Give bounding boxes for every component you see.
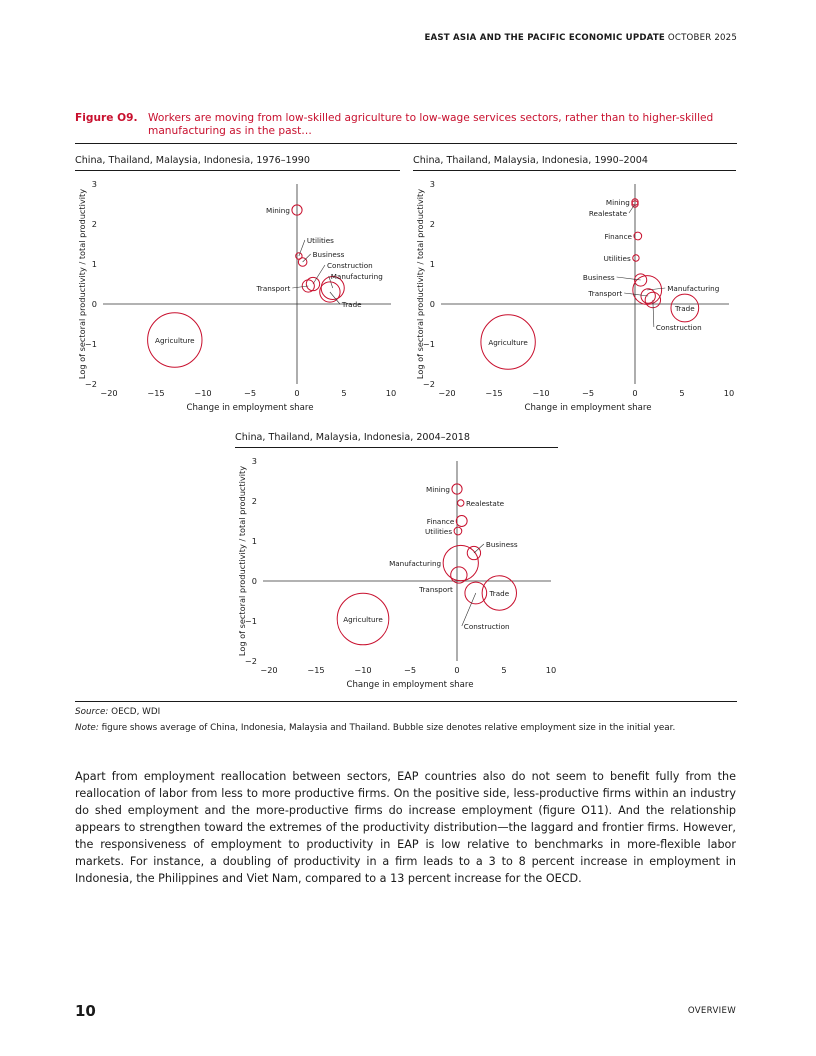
panel-2-title: China, Thailand, Malaysia, Indonesia, 1990–2004 <box>413 155 648 166</box>
x-tick-label: 0 <box>632 388 638 398</box>
x-tick-label: 5 <box>341 388 347 398</box>
point-label: Construction <box>655 323 702 332</box>
source-label: Source: <box>75 707 109 717</box>
y-tick-label: −2 <box>244 656 257 666</box>
point-label: Trade <box>674 304 695 313</box>
callout-line <box>624 293 648 296</box>
point-label: Business <box>485 540 518 549</box>
y-tick-label: 1 <box>251 536 257 546</box>
bubble-finance <box>456 516 467 527</box>
callout-line <box>617 277 641 280</box>
x-axis-label: Change in employment share <box>186 403 314 413</box>
note-label: Note: <box>75 723 99 733</box>
x-tick-label: 10 <box>545 665 557 675</box>
point-label: Realestate <box>588 209 627 218</box>
point-label: Utilities <box>603 254 631 263</box>
y-tick-label: 3 <box>429 179 435 189</box>
header-title: EAST ASIA AND THE PACIFIC ECONOMIC UPDATE <box>424 33 665 43</box>
y-tick-label: −1 <box>244 616 257 626</box>
y-tick-label: 3 <box>251 456 257 466</box>
y-tick-label: 2 <box>251 496 257 506</box>
x-tick-label: −15 <box>307 665 325 675</box>
header-date: OCTOBER 2025 <box>667 33 737 43</box>
x-axis-label: Change in employment share <box>524 403 652 413</box>
y-tick-label: 2 <box>91 219 97 229</box>
y-tick-label: −2 <box>84 379 97 389</box>
x-tick-label: 0 <box>454 665 460 675</box>
callout-line <box>292 286 308 288</box>
y-axis-label: Log of sectoral productivity / total productivity <box>415 188 425 380</box>
x-tick-label: 5 <box>501 665 507 675</box>
point-label: Utilities <box>425 527 453 536</box>
x-tick-label: −5 <box>243 388 257 398</box>
y-tick-label: 0 <box>429 299 435 309</box>
figure-title: Workers are moving from low-skilled agriculture to low-wage services sectors, rather than to higher-skilled manufacturing as in the past… <box>148 112 714 137</box>
x-tick-label: −15 <box>485 388 503 398</box>
bubble-transport <box>641 289 655 303</box>
x-tick-label: −10 <box>532 388 550 398</box>
figure-top-rule <box>75 143 737 144</box>
panel-3-title-rule <box>235 447 558 448</box>
figure-source <box>75 707 160 717</box>
figure-note <box>75 723 675 733</box>
point-label: Construction <box>463 622 510 631</box>
bubble-realestate <box>458 500 464 506</box>
point-label: Finance <box>426 517 455 526</box>
point-label: Transport <box>256 284 291 293</box>
note-text: figure shows average of China, Indonesia, Malaysia and Thailand. Bubble size denotes relative employment size in the initial year. <box>101 723 676 733</box>
x-tick-label: −20 <box>438 388 456 398</box>
x-axis-label: Change in employment share <box>346 680 474 690</box>
y-tick-label: −1 <box>84 339 97 349</box>
x-tick-label: 10 <box>385 388 397 398</box>
figure-bottom-rule <box>75 701 737 702</box>
bubble-utilities <box>454 527 462 535</box>
x-tick-label: 0 <box>294 388 300 398</box>
point-label: Trade <box>489 589 510 598</box>
figure-label: Figure O9. <box>75 112 138 124</box>
y-tick-label: 0 <box>91 299 97 309</box>
chart-panel-1976-1990 <box>75 172 405 422</box>
point-label: Realestate <box>465 499 505 508</box>
callout-line <box>474 544 484 553</box>
x-tick-label: −20 <box>100 388 118 398</box>
panel-1-title-rule <box>75 170 400 171</box>
x-tick-label: −15 <box>147 388 165 398</box>
x-tick-label: 10 <box>723 388 735 398</box>
x-tick-label: −5 <box>403 665 417 675</box>
y-axis-label: Log of sectoral productivity / total productivity <box>237 465 247 657</box>
point-label: Trade <box>341 300 362 309</box>
footer-section: OVERVIEW <box>687 1006 736 1016</box>
point-label: Agriculture <box>343 615 383 624</box>
point-label: Agriculture <box>155 336 195 345</box>
point-label: Finance <box>604 232 632 241</box>
y-tick-label: −1 <box>422 339 435 349</box>
point-label: Utilities <box>306 236 334 245</box>
running-header <box>424 33 737 43</box>
x-tick-label: −10 <box>194 388 212 398</box>
x-tick-label: −20 <box>260 665 278 675</box>
panel-2-title-rule <box>413 170 736 171</box>
point-label: Transport <box>588 289 623 298</box>
point-label: Manufacturing <box>389 559 442 568</box>
point-label: Business <box>312 250 345 259</box>
y-axis-label: Log of sectoral productivity / total productivity <box>77 188 87 380</box>
y-tick-label: 0 <box>251 576 257 586</box>
point-label: Manufacturing <box>667 284 720 293</box>
point-label: Mining <box>426 485 450 494</box>
panel-1-title: China, Thailand, Malaysia, Indonesia, 1976–1990 <box>75 155 310 166</box>
panel-3-title: China, Thailand, Malaysia, Indonesia, 2004–2018 <box>235 432 470 443</box>
y-tick-label: 1 <box>91 259 97 269</box>
chart-panel-2004-2018 <box>235 449 565 699</box>
bubble-manufacturing <box>443 545 478 580</box>
page-number: 10 <box>75 1002 96 1020</box>
point-label: Mining <box>266 206 290 215</box>
y-tick-label: 2 <box>429 219 435 229</box>
point-label: Construction <box>326 261 373 270</box>
callout-line <box>299 240 305 256</box>
source-text: OECD, WDI <box>111 707 161 717</box>
point-label: Agriculture <box>488 338 528 347</box>
y-tick-label: 3 <box>91 179 97 189</box>
point-label: Mining <box>605 198 630 207</box>
point-label: Business <box>582 273 615 282</box>
body-paragraph: Apart from employment reallocation between sectors, EAP countries also do not seem to benefit fully from the reallocation of labor from less to more productive firms. On the positive side, less-productive firms within an industry do shed employment and the more-productive firms do increase employment (figure O11). And the relationship appears to strengthen toward the extremes of the productivity distribution—the laggard and frontier firms. However, the responsiveness of employment to productivity in EAP is low relative to benchmarks in more-flexible labor markets. For instance, a doubling of productivity in a firm leads to a 3 to 8 percent increase in employment in Indonesia, the Philippines and Viet Nam, compared to a 13 percent increase for the OECD. <box>75 770 736 885</box>
point-label: Manufacturing <box>330 272 383 281</box>
y-tick-label: −2 <box>422 379 435 389</box>
x-tick-label: −5 <box>581 388 595 398</box>
x-tick-label: 5 <box>679 388 685 398</box>
y-tick-label: 1 <box>429 259 435 269</box>
x-tick-label: −10 <box>354 665 372 675</box>
point-label: Transport <box>419 585 453 595</box>
bubble-utilities <box>633 255 639 261</box>
chart-panel-1990-2004 <box>413 172 743 422</box>
